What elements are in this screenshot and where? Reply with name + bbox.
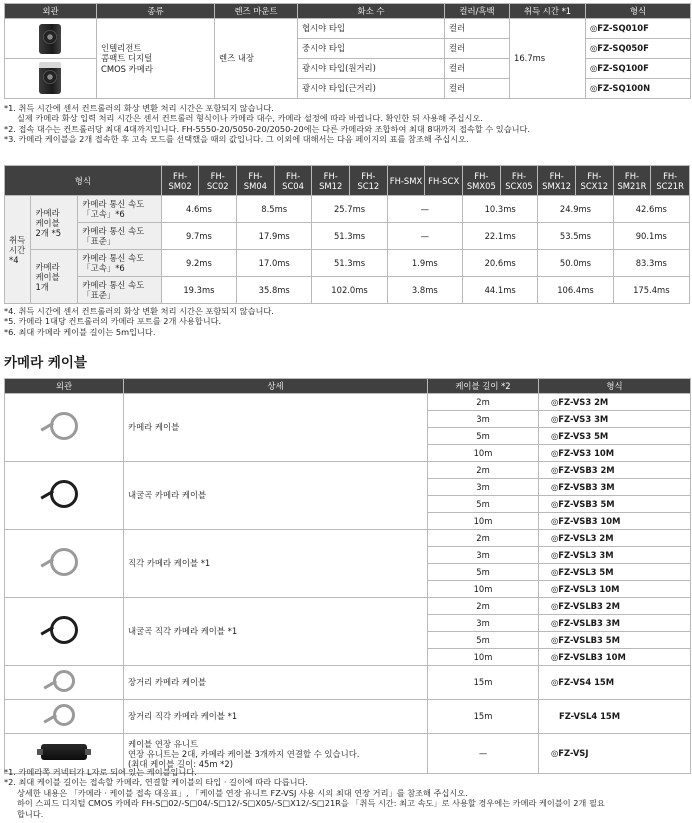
cable-length: 2m xyxy=(428,598,539,615)
camera-type xyxy=(97,19,215,99)
time-value: 44.1ms xyxy=(463,277,538,304)
type-line: CMOS 카메라 xyxy=(101,63,153,74)
gray-cable-image xyxy=(50,412,78,440)
header-model-col xyxy=(575,166,613,196)
cable-model: ◎FZ-VS4 15M xyxy=(539,666,691,700)
footnote: 상세한 내용은 「카메라 · 케이블 접속 대응표」, 「케이블 연장 유니트 FZ-VSJ 사용 시의 최대 연장 거리」를 참조해 주십시오. xyxy=(4,787,468,798)
header-time: 취득 시간 *1 xyxy=(510,4,586,19)
footnote: *6. 최대 카메라 케이블 길이는 5m입니다. xyxy=(4,326,156,337)
label-line: 카메라 통신 속도 xyxy=(82,280,145,290)
cable-length: 3m xyxy=(428,615,539,632)
pixels-cell: 광시야 타입(근거리) xyxy=(298,79,445,99)
cable-model: ◎FZ-VSL3 3M xyxy=(539,547,691,564)
label-line: 카메라 통신 속도 xyxy=(82,253,145,263)
header-pixels: 화소 수 xyxy=(298,4,445,19)
time-value: 25.7ms xyxy=(312,196,387,223)
footnote: *2. 최대 케이블 길이는 접속할 카메라, 연결할 케이블의 타입 · 길이에 따라 다릅니다. xyxy=(4,777,309,788)
label-line: 카메라 xyxy=(35,207,60,218)
label-line: *4 xyxy=(9,254,19,265)
cable-length: 15m xyxy=(428,700,539,734)
detail-line: 케이블 연장 유니트 xyxy=(128,738,199,749)
time-value: 102.0ms xyxy=(312,277,387,304)
footnote: *3. 카메라 케이블을 2개 접속한 후 고속 모드를 선택했을 때의 값입니다. 그 이외에 대해서는 다음 페이지의 표를 참조해 주십시오. xyxy=(4,134,469,145)
model-cell: ◎FZ-SQ050F xyxy=(586,39,691,59)
cable-length: — xyxy=(428,734,539,774)
cable-model: ◎FZ-VSB3 5M xyxy=(539,496,691,513)
model-prefix: FH- xyxy=(511,170,527,181)
cable-model: ◎FZ-VSB3 2M xyxy=(539,462,691,479)
camera-front-image xyxy=(31,22,71,56)
cable-model: ◎FZ-VSLB3 5M xyxy=(539,632,691,649)
label-line: 카메라 xyxy=(35,261,60,272)
cable-detail: 내굴곡 직각 카메라 케이블 *1 xyxy=(124,598,428,666)
speed-std-label xyxy=(78,223,161,250)
gray-cable-image xyxy=(53,670,75,692)
speed-fast-label xyxy=(78,250,161,277)
cable-image-cell xyxy=(5,666,124,700)
model-name: FH-SCX xyxy=(428,175,460,186)
time-value: 22.1ms xyxy=(463,223,538,250)
header-model: 형식 xyxy=(5,166,162,196)
model-cell: ◎FZ-SQ100N xyxy=(586,79,691,99)
type-line: 인텔리전트 xyxy=(101,42,142,53)
label-line: 카메라 통신 속도 xyxy=(82,199,145,209)
footnotes-3 xyxy=(4,767,605,819)
model-suffix: SC04 xyxy=(282,180,304,191)
gray-cable-image xyxy=(53,704,75,726)
header-model: 형식 xyxy=(586,4,691,19)
cable-model: ◎FZ-VSL3 10M xyxy=(539,581,691,598)
time-value: 9.2ms xyxy=(161,250,236,277)
time-value: 20.6ms xyxy=(463,250,538,277)
header-model-col xyxy=(613,166,651,196)
black-cable-image xyxy=(50,480,78,508)
cable-model: ◎FZ-VS3 5M xyxy=(539,428,691,445)
camera-top-image xyxy=(31,62,71,96)
cable-image-cell xyxy=(5,530,124,598)
speed-std-label xyxy=(78,277,161,304)
time-value: 4.6ms xyxy=(161,196,236,223)
time-value: 175.4ms xyxy=(613,277,689,304)
cable-length: 3m xyxy=(428,411,539,428)
cable-model: ◎FZ-VSJ xyxy=(539,734,691,774)
time-value: 51.3ms xyxy=(312,250,387,277)
cable-model: ◎FZ-VSB3 10M xyxy=(539,513,691,530)
model-suffix: SC12 xyxy=(357,180,380,191)
model-prefix: FH- xyxy=(248,170,263,181)
time-value: — xyxy=(387,196,462,223)
time-value: 53.5ms xyxy=(538,223,613,250)
cable-length: 5m xyxy=(428,632,539,649)
time-value: 42.6ms xyxy=(613,196,689,223)
label-line: 「고속」*6 xyxy=(82,263,125,273)
footnote: 실제 카메라 화상 입력 처리 시간은 센서 컨트롤러 형식이나 카메라 대수, 카메라 설정에 따라 바뀝니다. 확인한 뒤 사용해 주십시오. xyxy=(4,113,483,124)
cable-length: 2m xyxy=(428,462,539,479)
label-line: 케이블 xyxy=(35,217,60,228)
time-value: 51.3ms xyxy=(312,223,387,250)
type-line: 콤팩트 디지털 xyxy=(101,53,153,64)
pixels-cell: 광시야 타입(원거리) xyxy=(298,59,445,79)
footnotes-2 xyxy=(4,306,274,337)
time-value: — xyxy=(387,223,462,250)
time-value: 24.9ms xyxy=(538,196,613,223)
header-appearance: 외관 xyxy=(5,4,97,19)
camera-cable-table xyxy=(4,378,691,774)
cable-length: 15m xyxy=(428,666,539,700)
cable-model: ◎FZ-VSLB3 3M xyxy=(539,615,691,632)
header-type: 종류 xyxy=(97,4,215,19)
time-value: 1.9ms xyxy=(387,250,462,277)
label-line: 카메라 통신 속도 xyxy=(82,226,145,236)
black-cable-image xyxy=(50,616,78,644)
time-value: 35.8ms xyxy=(237,277,312,304)
model-prefix: FH- xyxy=(323,170,338,181)
acquisition-time-table xyxy=(4,165,690,304)
model-prefix: FH- xyxy=(474,170,489,181)
header-model-col xyxy=(500,166,538,196)
label-line: 취득 xyxy=(9,234,26,245)
header-model-col xyxy=(350,166,388,196)
cable-length: 10m xyxy=(428,581,539,598)
footnote: 하이 스피드 디지털 CMOS 카메라 FH-S□02/-S□04/-S□12/-S□X05/-S□X12/-S□21R을 「취득 시간: 최고 속도」로 사용할 경우에는 카메라 케이블이 2개 필요 xyxy=(4,798,605,809)
model-prefix: FH- xyxy=(587,170,602,181)
time-value: 90.1ms xyxy=(613,223,689,250)
cable-model: ◎FZ-VS3 3M xyxy=(539,411,691,428)
label-line: 「고속」*6 xyxy=(82,209,125,219)
model-suffix: SMX05 xyxy=(466,180,496,191)
cable-model: ◎FZ-VSLB3 10M xyxy=(539,649,691,666)
section-title: 카메라 케이블 xyxy=(4,355,87,371)
model-prefix: FH- xyxy=(173,170,188,181)
detail-line: (최대 케이블 길이: 45m *2) xyxy=(128,758,233,769)
cable-detail: 직각 카메라 케이블 *1 xyxy=(124,530,428,598)
label-line: 1개 xyxy=(35,281,49,292)
model-suffix: SC02 xyxy=(206,180,229,191)
cable-model: ◎FZ-VSLB3 2M xyxy=(539,598,691,615)
model-prefix: FH- xyxy=(549,170,564,181)
camera-spec-table xyxy=(4,3,691,99)
label-line: 「표준」 xyxy=(82,236,116,246)
detail-line: 연장 유니트는 2대, 카메라 케이블 3개까지 연결할 수 있습니다. xyxy=(128,748,360,759)
group-label xyxy=(5,196,31,304)
cable-detail: 카메라 케이블 xyxy=(124,394,428,462)
label-line: 「표준」 xyxy=(82,290,116,300)
time-value: 3.8ms xyxy=(387,277,462,304)
footnote: *5. 카메라 1대당 컨트롤러의 카메라 포트를 2개 사용합니다. xyxy=(4,316,222,327)
gray-cable-image xyxy=(50,548,78,576)
time-value: 83.3ms xyxy=(613,250,689,277)
time-value: 17.9ms xyxy=(237,223,312,250)
time-value: 19.3ms xyxy=(161,277,236,304)
time-value: 106.4ms xyxy=(538,277,613,304)
cable-length: 2m xyxy=(428,530,539,547)
acquisition-time: 16.7ms xyxy=(510,19,586,99)
header-model-col xyxy=(161,166,199,196)
header-appearance: 외관 xyxy=(5,379,124,394)
camera-image-cell xyxy=(5,59,97,99)
pixels-cell: 중시야 타입 xyxy=(298,39,445,59)
model-prefix: FH- xyxy=(285,170,301,181)
cable-model: ◎FZ-VS3 2M xyxy=(539,394,691,411)
header-model-col xyxy=(312,166,350,196)
speed-fast-label xyxy=(78,196,161,223)
cable-length: 5m xyxy=(428,496,539,513)
model-cell: ◎FZ-SQ100F xyxy=(586,59,691,79)
color-cell: 컬러 xyxy=(445,59,510,79)
header-model-col xyxy=(199,166,237,196)
model-suffix: SMX12 xyxy=(542,180,572,191)
footnote: *1. 카메라쪽 커넥터가 L자로 되어 있는 케이블입니다. xyxy=(4,767,197,777)
header-model-col xyxy=(274,166,312,196)
model-suffix: SC21R xyxy=(656,180,684,191)
extension-unit-image xyxy=(41,744,87,760)
time-value: 8.5ms xyxy=(237,196,312,223)
footnotes-1 xyxy=(4,103,530,145)
header-model: 형식 xyxy=(539,379,691,394)
cable-length: 3m xyxy=(428,479,539,496)
cable-length: 3m xyxy=(428,547,539,564)
color-cell: 컬러 xyxy=(445,79,510,99)
model-prefix: FH- xyxy=(624,170,640,181)
lens-mount: 렌즈 내장 xyxy=(215,19,298,99)
model-suffix: SCX12 xyxy=(580,180,609,191)
cable-length: 5m xyxy=(428,564,539,581)
pixels-cell: 협시야 타입 xyxy=(298,19,445,39)
model-suffix: SM12 xyxy=(319,180,343,191)
cable-detail: 장거리 직각 카메라 케이블 *1 xyxy=(124,700,428,734)
model-prefix: FH- xyxy=(663,170,678,181)
cable-2-label xyxy=(31,196,78,250)
model-cell: ◎FZ-SQ010F xyxy=(586,19,691,39)
cable-1-label xyxy=(31,250,78,304)
model-suffix: SM02 xyxy=(168,180,192,191)
footnote: *1. 취득 시간에 센서 컨트롤러의 화상 변환 처리 시간은 포함되지 않습니다. xyxy=(4,103,274,113)
model-suffix: SM04 xyxy=(243,180,267,191)
color-cell: 컬러 xyxy=(445,39,510,59)
footnote: *4. 취득 시간에 센서 컨트롤러의 화상 변환 처리 시간은 포함되지 않습니다. xyxy=(4,306,274,316)
cable-model: FZ-VSL4 15M xyxy=(539,700,691,734)
header-model-col xyxy=(425,166,463,196)
camera-image-cell xyxy=(5,19,97,59)
footnote: *2. 접속 대수는 컨트롤러당 최대 4대까지입니다. FH-5550-20/5050-20/2050-20에는 다른 카메라와 조합하여 최대 8대까지 접속할 수 있습니다. xyxy=(4,123,531,134)
header-detail: 상세 xyxy=(124,379,428,394)
time-value: 50.0ms xyxy=(538,250,613,277)
header-model-col xyxy=(538,166,576,196)
header-model-col xyxy=(237,166,275,196)
model-prefix: FH- xyxy=(361,170,376,181)
cable-image-cell xyxy=(5,598,124,666)
color-cell: 컬러 xyxy=(445,19,510,39)
header-lens-mount: 렌즈 마운트 xyxy=(215,4,298,19)
label-line: 시간 xyxy=(9,244,26,255)
label-line: 케이블 xyxy=(35,271,60,282)
cable-image-cell xyxy=(5,462,124,530)
header-model-col xyxy=(463,166,501,196)
time-value: 9.7ms xyxy=(161,223,236,250)
cable-image-cell xyxy=(5,700,124,734)
header-model-col xyxy=(651,166,690,196)
cable-detail: 장거리 카메라 케이블 xyxy=(124,666,428,700)
cable-model: ◎FZ-VSL3 2M xyxy=(539,530,691,547)
time-value: 10.3ms xyxy=(463,196,538,223)
footnote: 합니다. xyxy=(4,808,44,819)
header-model-col xyxy=(387,166,425,196)
cable-length: 10m xyxy=(428,513,539,530)
model-suffix: SCX05 xyxy=(505,180,533,191)
cable-model: ◎FZ-VS3 10M xyxy=(539,445,691,462)
model-name: FH-SMX xyxy=(389,175,423,186)
header-color: 컬러/흑백 xyxy=(445,4,510,19)
cable-length: 5m xyxy=(428,428,539,445)
header-length: 케이블 길이 *2 xyxy=(428,379,539,394)
cable-length: 10m xyxy=(428,445,539,462)
cable-image-cell xyxy=(5,394,124,462)
label-line: 2개 *5 xyxy=(35,227,62,238)
cable-detail: 내굴곡 카메라 케이블 xyxy=(124,462,428,530)
cable-length: 2m xyxy=(428,394,539,411)
time-value: 17.0ms xyxy=(237,250,312,277)
cable-model: ◎FZ-VSL3 5M xyxy=(539,564,691,581)
model-suffix: SM21R xyxy=(617,180,647,191)
cable-length: 10m xyxy=(428,649,539,666)
model-prefix: FH- xyxy=(210,170,225,181)
cable-model: ◎FZ-VSB3 3M xyxy=(539,479,691,496)
